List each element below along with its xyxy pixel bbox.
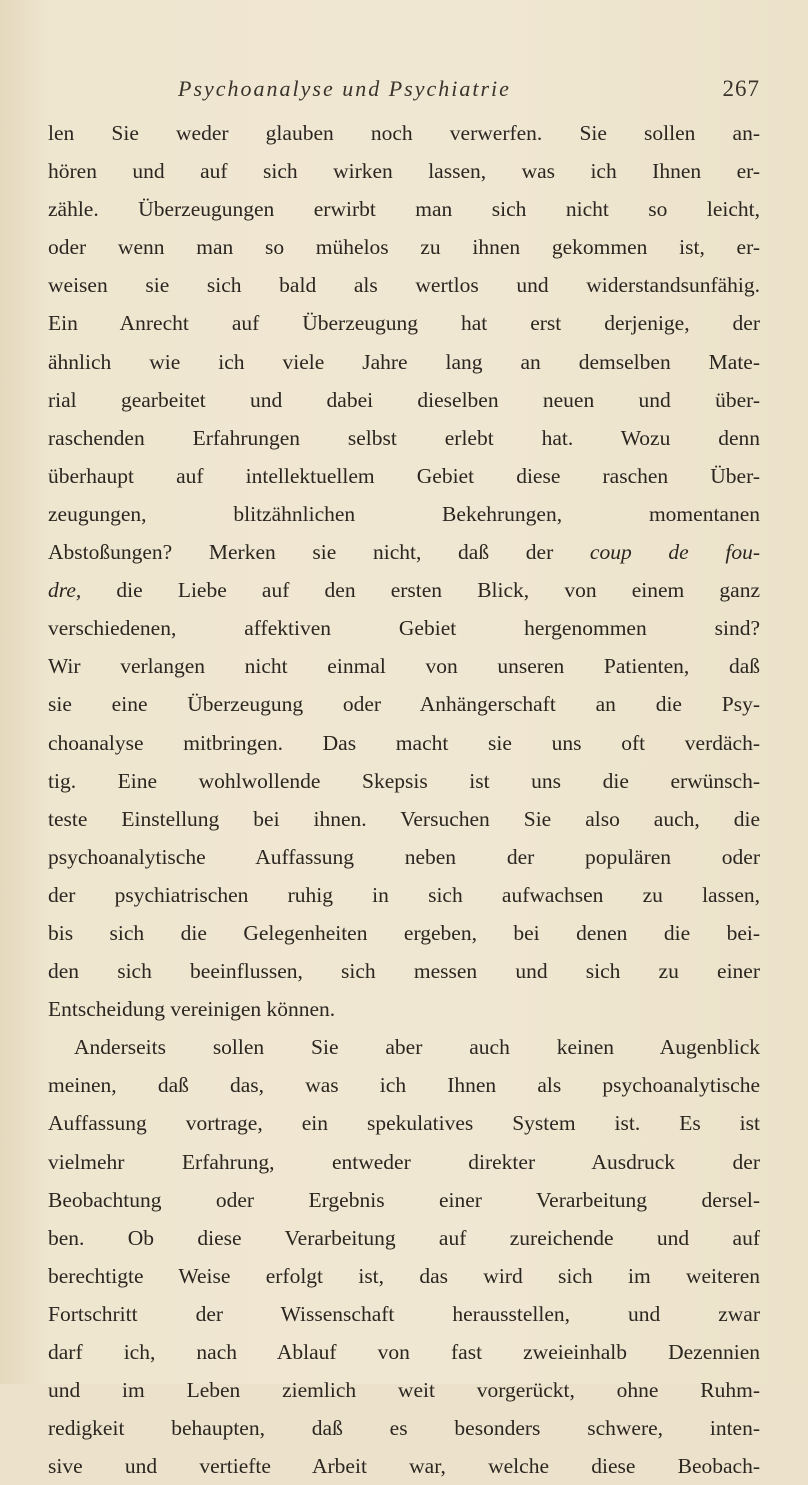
text-line-with-italic — [48, 571, 760, 609]
text-line: teste Einstellung bei ihnen. Versuchen Sie also auch, die — [48, 806, 760, 831]
page-header — [48, 72, 760, 112]
text-line: sive und vertiefte Arbeit war, welche diese Beobach- — [48, 1454, 760, 1479]
text-line: Ein Anrecht auf Überzeugung hat erst derjenige, der — [48, 311, 760, 336]
paragraph-last-line: Entscheidung vereinigen können. — [48, 997, 336, 1022]
text-line: den sich beeinflussen, sich messen und sich zu einer — [48, 959, 760, 984]
text-line: psychoanalytische Auffassung neben der populären oder — [48, 844, 760, 869]
text-segment: die Liebe auf den ersten Blick, von einem ganz — [116, 578, 760, 603]
text-line: oder wenn man so mühelos zu ihnen gekommen ist, er- — [48, 235, 760, 260]
text-line: Auffassung vortrage, ein spekulatives System ist. Es ist — [48, 1111, 760, 1136]
text-line: choanalyse mitbringen. Das macht sie uns oft verdäch- — [48, 730, 760, 755]
page-number: 267 — [722, 76, 760, 101]
running-title: Psychoanalyse und Psychiatrie — [178, 76, 511, 101]
text-line: zähle. Überzeugungen erwirbt man sich nicht so leicht, — [48, 197, 760, 222]
text-line: Fortschritt der Wissenschaft herausstellen, und zwar — [48, 1301, 760, 1326]
text-line: zeugungen, blitzähnlichen Bekehrungen, momentanen — [48, 501, 760, 526]
text-line: raschenden Erfahrungen selbst erlebt hat. Wozu denn — [48, 425, 760, 450]
text-line: sie eine Überzeugung oder Anhängerschaft an die Psy- — [48, 692, 760, 717]
text-line: rial gearbeitet und dabei dieselben neuen und über- — [48, 387, 760, 412]
body-text — [48, 114, 760, 1485]
text-line: verschiedenen, affektiven Gebiet hergenommen sind? — [48, 616, 760, 641]
text-line: der psychiatrischen ruhig in sich aufwachsen zu lassen, — [48, 882, 760, 907]
text-line: darf ich, nach Ablauf von fast zweieinhalb Dezennien — [48, 1340, 760, 1364]
text-line: tig. Eine wohlwollende Skepsis ist uns die erwünsch- — [48, 768, 760, 793]
text-line: Beobachtung oder Ergebnis einer Verarbeitung dersel- — [48, 1187, 760, 1212]
text-line: meinen, daß das, was ich Ihnen als psychoanalytische — [48, 1073, 760, 1098]
text-line: redigkeit behaupten, daß es besonders schwere, inten- — [48, 1416, 760, 1441]
text-line: bis sich die Gelegenheiten ergeben, bei denen die bei- — [48, 920, 760, 945]
text-line: hören und auf sich wirken lassen, was ich Ihnen er- — [48, 159, 760, 184]
text-line: berechtigte Weise erfolgt ist, das wird sich im weiteren — [48, 1263, 760, 1288]
text-line: und im Leben ziemlich weit vorgerückt, ohne Ruhm- — [48, 1378, 760, 1403]
text-line: überhaupt auf intellektuellem Gebiet diese raschen Über- — [48, 463, 760, 488]
text-line: vielmehr Erfahrung, entweder direkter Ausdruck der — [48, 1149, 760, 1174]
text-line: len Sie weder glauben noch verwerfen. Sie sollen an- — [48, 121, 760, 145]
paragraph-first-line: Anderseits sollen Sie aber auch keinen Augenblick — [74, 1035, 760, 1060]
text-segment: Abstoßungen? Merken sie nicht, daß der — [48, 540, 554, 565]
text-line: Wir verlangen nicht einmal von unseren Patienten, daß — [48, 654, 760, 679]
italic-phrase: dre, — [48, 578, 82, 603]
italic-phrase: coup de fou- — [589, 540, 761, 565]
text-line: ähnlich wie ich viele Jahre lang an demselben Mate- — [48, 349, 760, 374]
text-line: ben. Ob diese Verarbeitung auf zureichende und auf — [48, 1225, 760, 1250]
text-line: weisen sie sich bald als wertlos und widerstandsunfähig. — [48, 273, 760, 298]
text-line-with-italic — [48, 533, 760, 571]
